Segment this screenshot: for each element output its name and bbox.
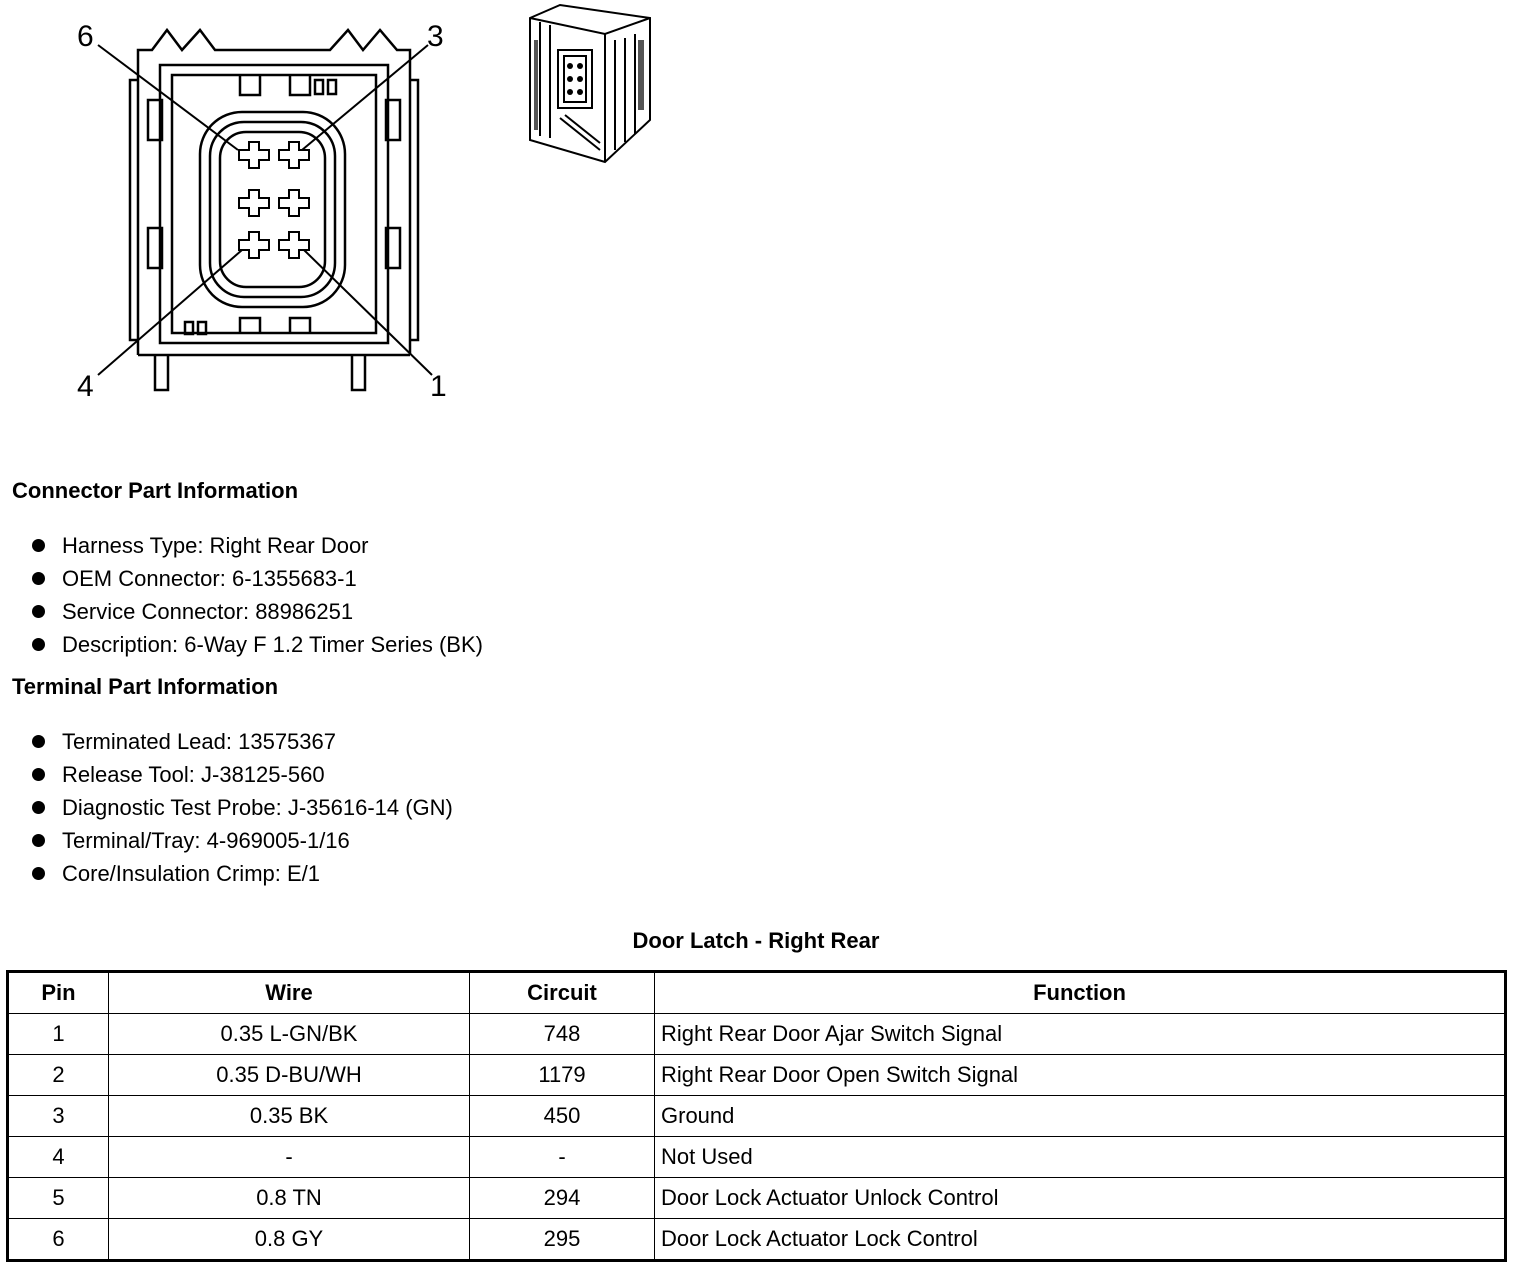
list-item: Harness Type: Right Rear Door <box>12 529 483 562</box>
cavity-3 <box>279 142 309 168</box>
cell-function: Ground <box>655 1096 1506 1137</box>
header-circuit: Circuit <box>470 972 655 1014</box>
table-row <box>8 1055 1506 1096</box>
cell-wire: 0.35 BK <box>109 1096 470 1137</box>
cell-circuit: 450 <box>470 1096 655 1137</box>
list-item: Diagnostic Test Probe: J-35616-14 (GN) <box>12 791 453 824</box>
table-row <box>8 1096 1506 1137</box>
cavity-6 <box>239 142 269 168</box>
cell-circuit: 294 <box>470 1178 655 1219</box>
header-function: Function <box>655 972 1506 1014</box>
terminal-info-heading: Terminal Part Information <box>12 674 279 699</box>
header-pin: Pin <box>8 972 109 1014</box>
bullet-icon <box>32 735 45 748</box>
table-row <box>8 1014 1506 1055</box>
cell-function: Not Used <box>655 1137 1506 1178</box>
connector-face-drawing <box>60 0 480 420</box>
connector-face-diagram <box>60 0 480 420</box>
cell-function: Door Lock Actuator Lock Control <box>655 1219 1506 1261</box>
pin-label-6: 6 <box>77 20 94 53</box>
list-item: Description: 6-Way F 1.2 Timer Series (BK) <box>12 628 483 661</box>
connector-isometric-view <box>520 0 660 175</box>
list-item: Release Tool: J-38125-560 <box>12 758 453 791</box>
cell-circuit: - <box>470 1137 655 1178</box>
cell-wire: 0.35 L-GN/BK <box>109 1014 470 1055</box>
cell-pin: 6 <box>8 1219 109 1261</box>
list-item: Terminated Lead: 13575367 <box>12 725 453 758</box>
header-wire: Wire <box>109 972 470 1014</box>
pinout-table <box>6 970 1507 1262</box>
pin-label-1: 1 <box>430 370 447 403</box>
cavity-2 <box>279 190 309 216</box>
bullet-icon <box>32 605 45 618</box>
cell-wire: - <box>109 1137 470 1178</box>
bullet-icon <box>32 638 45 651</box>
list-item: Terminal/Tray: 4-969005-1/16 <box>12 824 453 857</box>
list-item: Service Connector: 88986251 <box>12 595 483 628</box>
cavity-1 <box>279 232 309 258</box>
pin-label-4: 4 <box>77 370 94 403</box>
table-title: Door Latch - Right Rear <box>632 928 880 953</box>
connector-info-list <box>12 529 483 661</box>
cell-wire: 0.8 TN <box>109 1178 470 1219</box>
connector-info-heading: Connector Part Information <box>12 478 299 503</box>
cell-wire: 0.8 GY <box>109 1219 470 1261</box>
cell-pin: 5 <box>8 1178 109 1219</box>
list-item: OEM Connector: 6-1355683-1 <box>12 562 483 595</box>
cell-pin: 4 <box>8 1137 109 1178</box>
bullet-icon <box>32 834 45 847</box>
cell-pin: 1 <box>8 1014 109 1055</box>
cell-wire: 0.35 D-BU/WH <box>109 1055 470 1096</box>
list-item: Core/Insulation Crimp: E/1 <box>12 857 453 890</box>
cell-pin: 2 <box>8 1055 109 1096</box>
cell-circuit: 1179 <box>470 1055 655 1096</box>
pin-label-3: 3 <box>427 20 444 53</box>
table-row <box>8 1219 1506 1261</box>
connector-isometric-drawing <box>520 0 660 175</box>
table-header-row <box>8 972 1506 1014</box>
cell-function: Door Lock Actuator Unlock Control <box>655 1178 1506 1219</box>
cell-function: Right Rear Door Ajar Switch Signal <box>655 1014 1506 1055</box>
table-row <box>8 1178 1506 1219</box>
bullet-icon <box>32 867 45 880</box>
bullet-icon <box>32 539 45 552</box>
cavity-5 <box>239 190 269 216</box>
cavity-4 <box>239 232 269 258</box>
bullet-icon <box>32 768 45 781</box>
bullet-icon <box>32 572 45 585</box>
cell-pin: 3 <box>8 1096 109 1137</box>
cell-circuit: 295 <box>470 1219 655 1261</box>
bullet-icon <box>32 801 45 814</box>
cell-circuit: 748 <box>470 1014 655 1055</box>
cell-function: Right Rear Door Open Switch Signal <box>655 1055 1506 1096</box>
table-row <box>8 1137 1506 1178</box>
terminal-info-list <box>12 725 453 890</box>
